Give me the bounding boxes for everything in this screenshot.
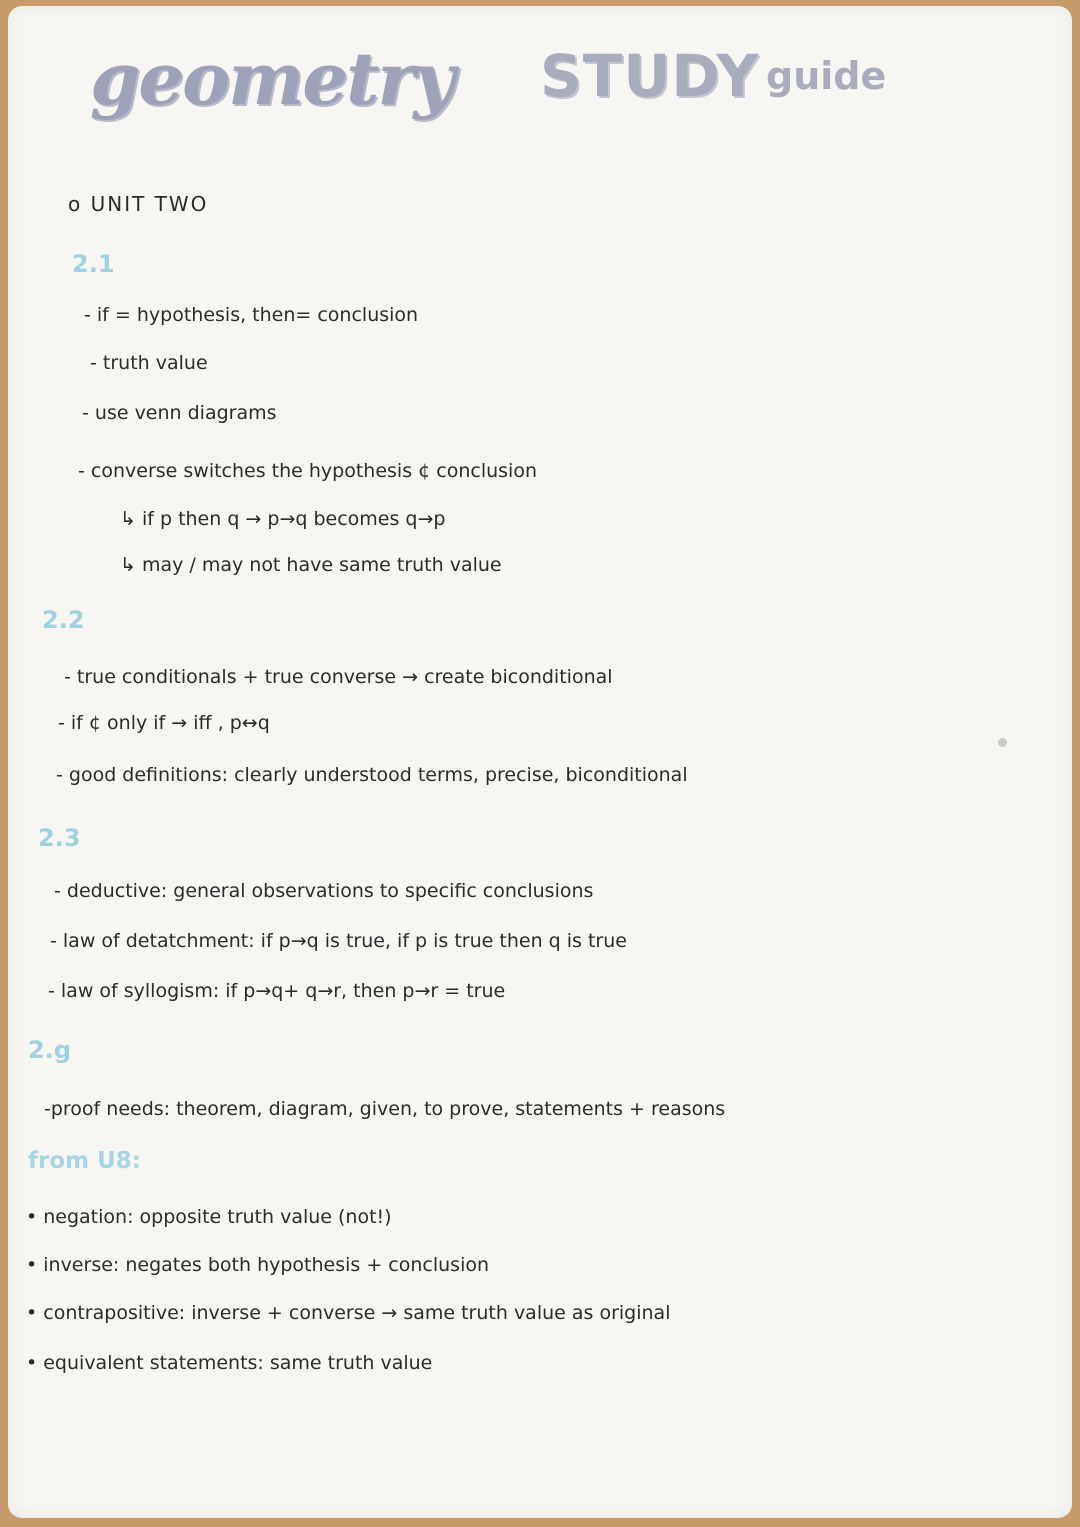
bullet-item: • contrapositive: inverse + converse → same truth value as original <box>26 1302 671 1324</box>
note-subline: ↳ if p then q → p→q becomes q→p <box>120 508 446 530</box>
note-line: - converse switches the hypothesis ¢ conclusion <box>78 460 538 482</box>
title-script-word: geometry <box>90 36 454 121</box>
bullet-item: • negation: opposite truth value (not!) <box>26 1206 392 1228</box>
notebook-page <box>8 6 1072 1518</box>
note-subline: ↳ may / may not have same truth value <box>120 554 502 576</box>
section-heading-2-g: 2.g <box>28 1036 71 1064</box>
note-line: - if ¢ only if → iff , p↔q <box>58 712 270 734</box>
note-line: - law of detatchment: if p→q is true, if p is true then q is true <box>50 930 627 952</box>
note-line: - if = hypothesis, then= conclusion <box>84 304 419 326</box>
bullet-item: • inverse: negates both hypothesis + conclusion <box>26 1254 490 1276</box>
unit-heading: o UNIT TWO <box>68 192 209 216</box>
note-line: - deductive: general observations to specific conclusions <box>54 880 594 902</box>
title-small-word: guide <box>766 54 887 98</box>
from-unit-heading: from U8: <box>28 1148 142 1174</box>
section-heading-2-2: 2.2 <box>42 606 85 634</box>
note-line: - good definitions: clearly understood terms, precise, biconditional <box>56 764 688 786</box>
page-speck <box>998 738 1007 747</box>
note-line: - truth value <box>90 352 208 374</box>
section-heading-2-1: 2.1 <box>72 250 115 278</box>
note-line: -proof needs: theorem, diagram, given, to prove, statements + reasons <box>44 1098 726 1120</box>
note-line: - use venn diagrams <box>82 402 277 424</box>
section-heading-2-3: 2.3 <box>38 824 81 852</box>
note-line: - true conditionals + true converse → create biconditional <box>64 666 613 688</box>
title-block-word: STUDY <box>540 42 760 110</box>
bullet-item: • equivalent statements: same truth value <box>26 1352 433 1374</box>
note-line: - law of syllogism: if p→q+ q→r, then p→r = true <box>48 980 506 1002</box>
